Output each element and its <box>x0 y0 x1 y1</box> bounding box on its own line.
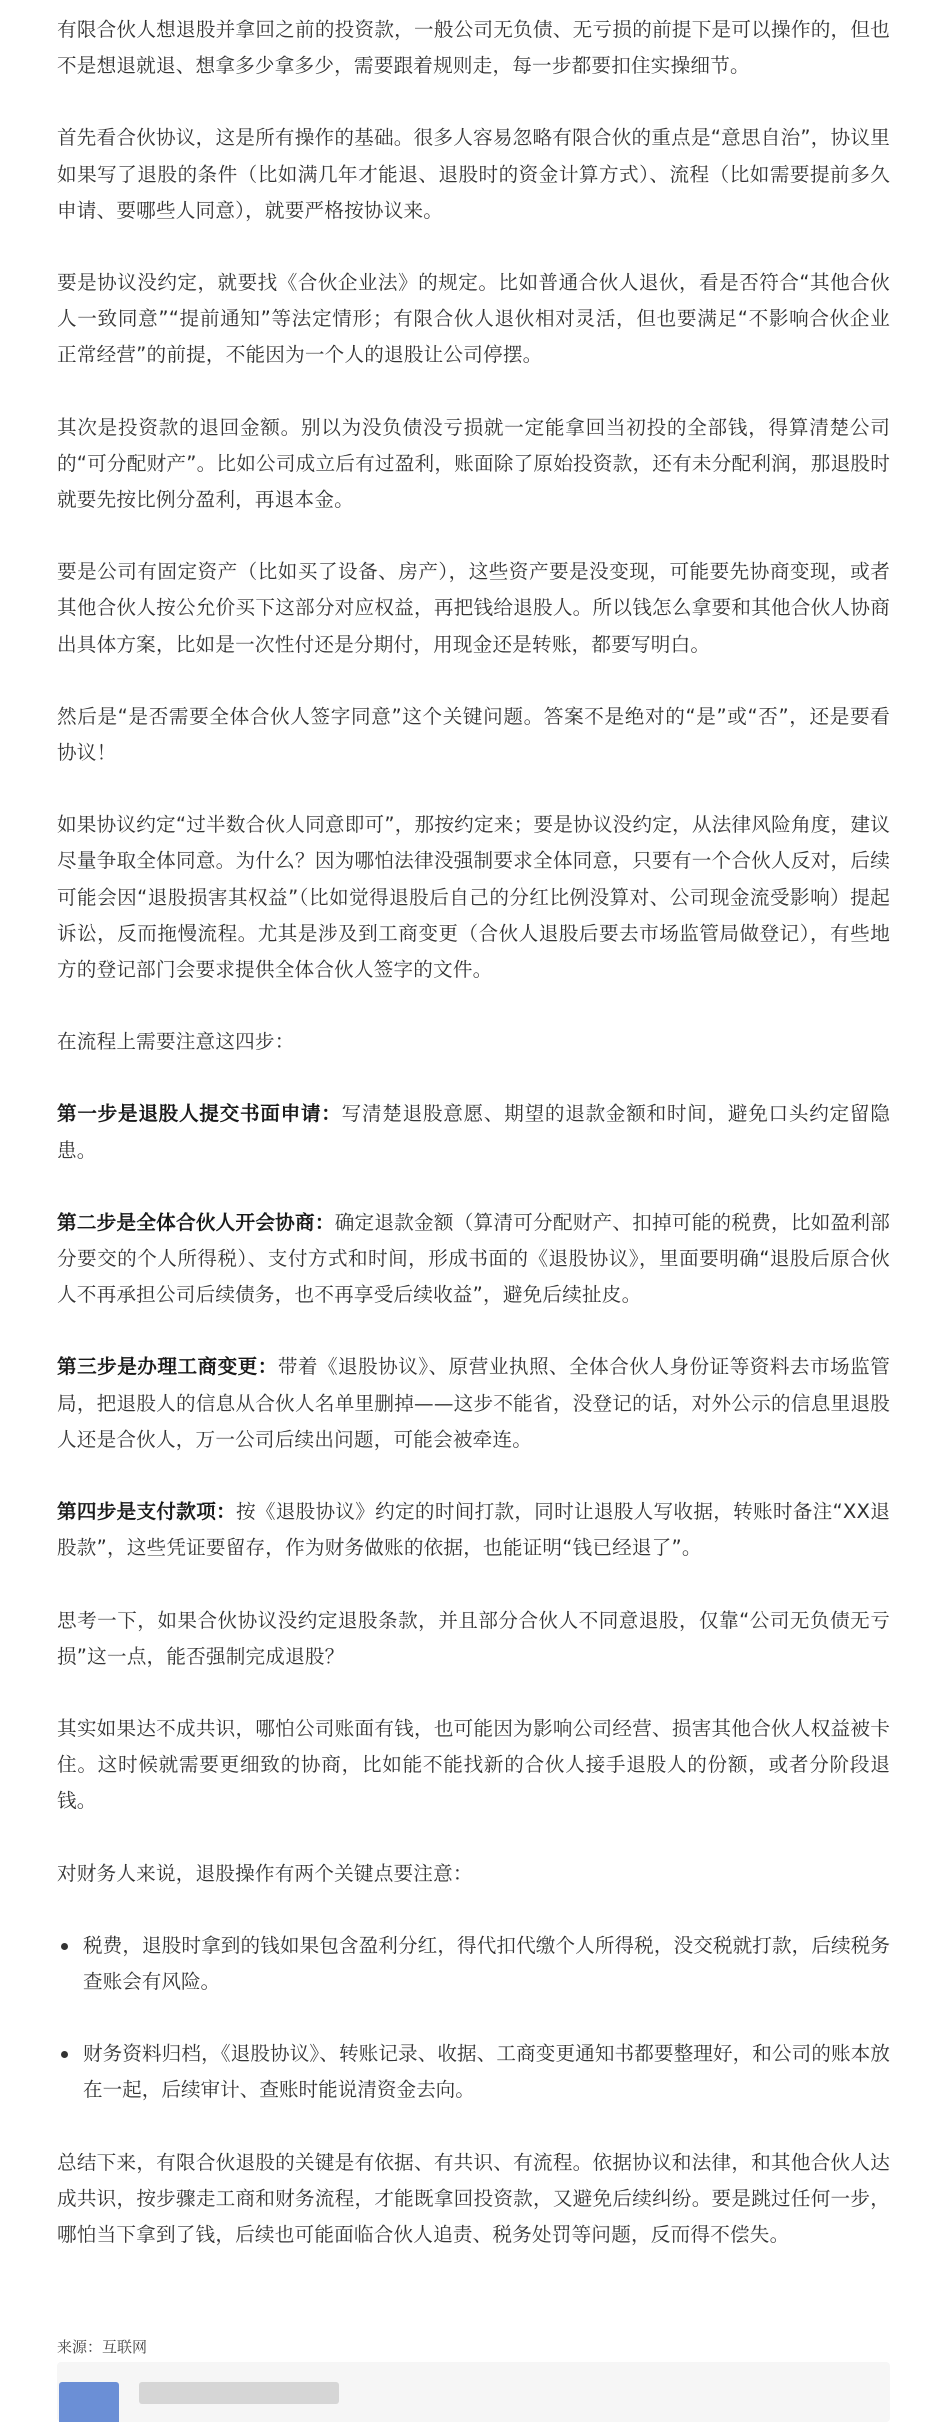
paragraph: 然后是“是否需要全体合伙人签字同意”这个关键问题。答案不是绝对的“是”或“否”，还是要看协议！ <box>57 704 890 765</box>
step-4 <box>57 1494 890 1566</box>
paragraph: 要是公司有固定资产（比如买了设备、房产），这些资产要是没变现，可能要先协商变现，或者其他合伙人按公允价买下这部分对应权益，再把钱给退股人。所以钱怎么拿要和其他合伙人协商出具体方案，比如是一次性付还是分期付，用现金还是转账，都要写明白。 <box>57 560 890 656</box>
paragraph: 其次是投资款的退回金额。别以为没负债没亏损就一定能拿回当初投的全部钱，得算清楚公司的“可分配财产”。比如公司成立后有过盈利，账面除了原始投资款，还有未分配利润，那退股时就要先按比例分盈利，再退本金。 <box>57 415 890 512</box>
bullet-dot-icon <box>61 1943 68 1950</box>
list-item: 税费，退股时拿到的钱如果包含盈利分红，得代扣代缴个人所得税，没交税就打款，后续税务查账会有风险。 <box>57 1928 890 2000</box>
paragraph: 对财务人来说，退股操作有两个关键点要注意： <box>57 1861 473 1885</box>
step-text: 带着《退股协议》、原营业执照、全体合伙人身份证等资料去市场监管局，把退股人的信息从合伙人名单里删掉——这步不能省，没登记的话，对外公示的信息里退股人还是合伙人，万一公司后续出问题，可能会被牵连。 <box>57 1355 890 1451</box>
source-label: 来源：互联网 <box>57 2338 148 2356</box>
article-body <box>57 0 890 2289</box>
bullet-dot-icon <box>61 2051 68 2058</box>
step-1 <box>57 1096 890 1168</box>
paragraph: 有限合伙人想退股并拿回之前的投资款，一般公司无负债、无亏损的前提下是可以操作的，但也不是想退就退、想拿多少拿多少，需要跟着规则走，每一步都要扣住实操细节。 <box>57 18 890 78</box>
steps-intro: 在流程上需要注意这四步： <box>57 1030 295 1054</box>
step-title: 第三步是办理工商变更： <box>57 1355 278 1379</box>
step-text: 按《退股协议》约定的时间打款，同时让退股人写收据，转账时备注“XX退股款”，这些凭证要留存，作为财务做账的依据，也能证明“钱已经退了”。 <box>57 1500 890 1560</box>
step-text: 确定退款金额（算清可分配财产、扣掉可能的税费，比如盈利部分要交的个人所得税）、支付方式和时间，形成书面的《退股协议》，里面要明确“退股后原合伙人不再承担公司后续债务，也不再享受后续收益”，避免后续扯皮。 <box>57 1210 890 1307</box>
paragraph: 思考一下，如果合伙协议没约定退股条款，并且部分合伙人不同意退股，仅靠“公司无负债无亏损”这一点，能否强制完成退股？ <box>57 1608 890 1668</box>
paragraph: 首先看合伙协议，这是所有操作的基础。很多人容易忽略有限合伙的重点是“意思自治”，协议里如果写了退股的条件（比如满几年才能退、退股时的资金计算方式）、流程（比如需要提前多久申请、要哪些人同意），就要严格按协议来。 <box>57 126 890 222</box>
step-2 <box>57 1205 890 1314</box>
paragraph: 如果协议约定“过半数合伙人同意即可”，那按约定来；要是协议没约定，从法律风险角度，建议尽量争取全体同意。为什么？因为哪怕法律没强制要求全体同意，只要有一个合伙人反对，后续可能会因“退股损害其权益”（比如觉得退股后自己的分红比例没算对、公司现金流受影响）提起诉讼，反而拖慢流程。尤其是涉及到工商变更（合伙人退股后要去市场监管局做登记），有些地方的登记部门会要求提供全体合伙人签字的文件。 <box>57 813 890 982</box>
related-card[interactable] <box>57 2362 890 2422</box>
step-title: 第一步是退股人提交书面申请： <box>57 1102 342 1126</box>
conclusion-paragraph: 总结下来，有限合伙退股的关键是有依据、有共识、有流程。依据协议和法律，和其他合伙人达成共识，按步骤走工商和财务流程，才能既拿回投资款，又避免后续纠纷。要是跳过任何一步，哪怕当下拿到了钱，后续也可能面临合伙人追责、税务处罚等问题，反而得不偿失。 <box>57 2150 890 2246</box>
step-3 <box>57 1349 890 1458</box>
key-points-list <box>57 1928 890 2109</box>
card-thumbnail <box>59 2382 119 2422</box>
step-text: 写清楚退股意愿、期望的退款金额和时间，避免口头约定留隐患。 <box>57 1102 890 1162</box>
step-title: 第二步是全体合伙人开会协商： <box>57 1210 335 1234</box>
paragraph: 要是协议没约定，就要找《合伙企业法》的规定。比如普通合伙人退伙，看是否符合“其他合伙人一致同意”“提前通知”等法定情形；有限合伙人退伙相对灵活，但也要满足“不影响合伙企业正常经营”的前提，不能因为一个人的退股让公司停摆。 <box>57 271 890 367</box>
step-title: 第四步是支付款项： <box>57 1500 236 1524</box>
paragraph: 其实如果达不成共识，哪怕公司账面有钱，也可能因为影响公司经营、损害其他合伙人权益被卡住。这时候就需要更细致的协商，比如能不能找新的合伙人接手退股人的份额，或者分阶段退钱。 <box>57 1716 890 1813</box>
list-item: 财务资料归档，《退股协议》、转账记录、收据、工商变更通知书都要整理好，和公司的账本放在一起，后续审计、查账时能说清资金去向。 <box>57 2036 890 2108</box>
